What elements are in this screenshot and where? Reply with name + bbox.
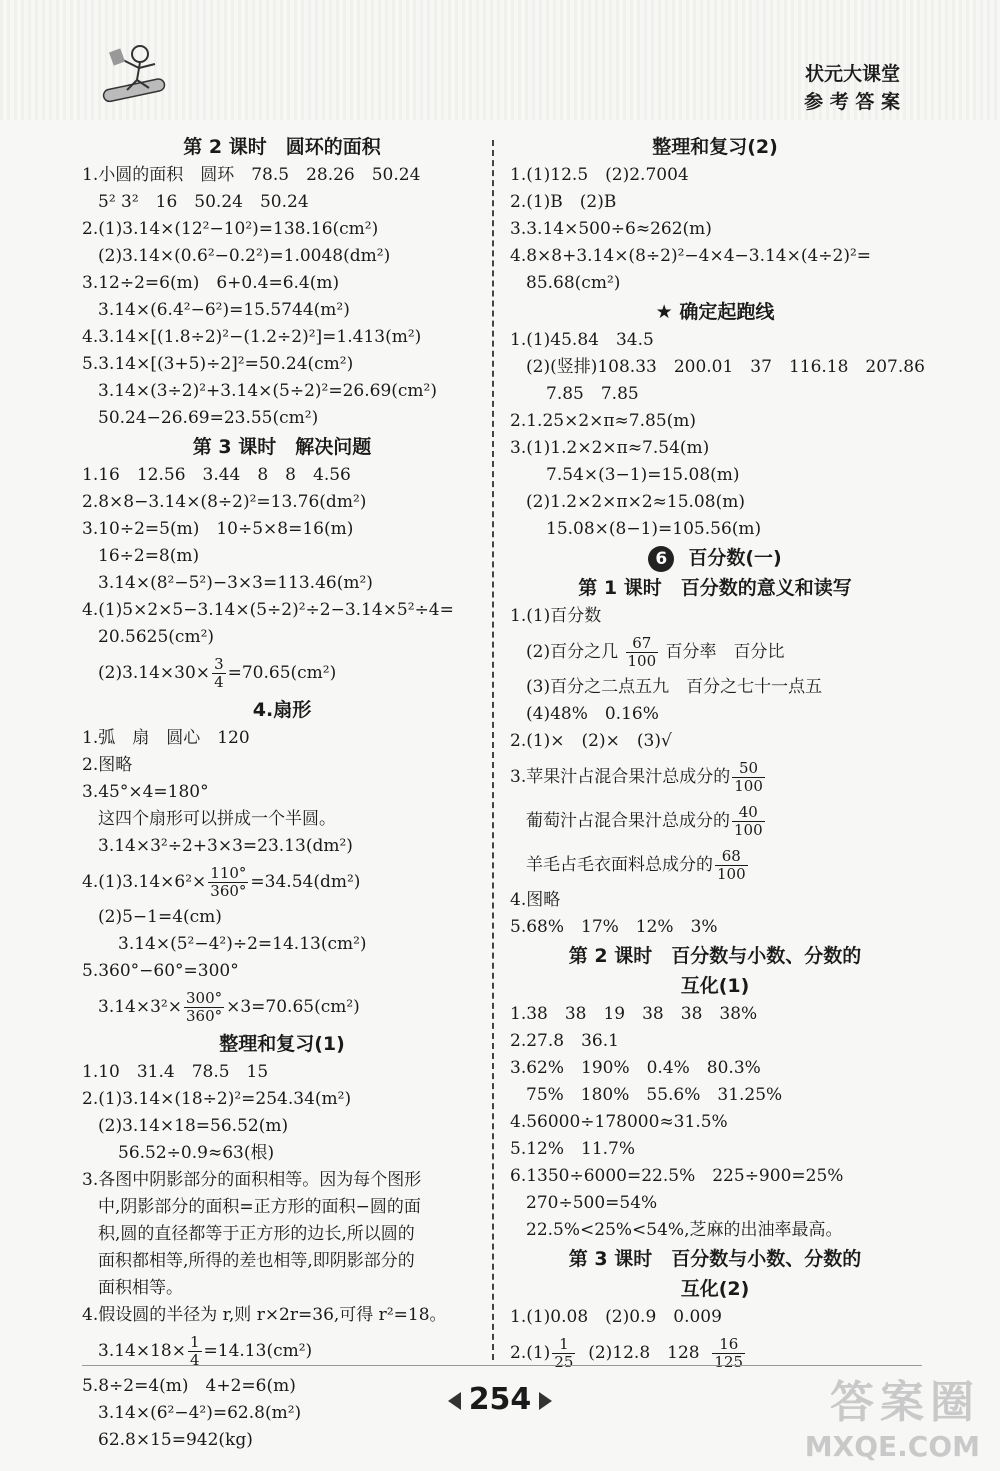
answer-line: 1.(1)0.08 (2)0.9 0.009 (510, 1307, 722, 1327)
answer-line: 3.14×3²÷2+3×3=23.13(dm²) (98, 836, 353, 856)
answer-line: 6.1350÷6000=22.5% 225÷900=25% (510, 1166, 844, 1186)
answer-line: 2.(1)× (2)× (3)√ (510, 731, 672, 751)
answer-line: 5.360°−60°=300° (82, 961, 239, 981)
next-arrow-icon (539, 1392, 552, 1410)
expr-text: (2)3.14×30× (98, 663, 211, 683)
answer-line: (2)(竖排)108.33 200.01 37 116.18 207.86 (526, 357, 925, 377)
answer-line: 1.10 31.4 78.5 15 (82, 1062, 269, 1082)
numerator: 16 (712, 1336, 745, 1354)
answer-line: (2)3.14×(0.6²−0.2²)=1.0048(dm²) (98, 246, 391, 266)
numerator: 300° (185, 989, 223, 1007)
expr-text: =34.54(dm²) (250, 872, 361, 892)
denominator: 100 (717, 865, 746, 883)
answer-line: (2)1.2×2×π×2≈15.08(m) (526, 492, 745, 512)
brand-title: 状元大课堂 (804, 63, 900, 85)
answer-line: 56.52÷0.9≈63(根) (118, 1143, 275, 1163)
answer-line: 3.62% 190% 0.4% 80.3% (510, 1058, 761, 1078)
fraction (212, 656, 226, 691)
answer-line: 2.27.8 36.1 (510, 1031, 619, 1051)
answer-line: 62.8×15=942(kg) (98, 1430, 253, 1450)
answer-line: 4.图略 (510, 890, 561, 910)
expr-text: (2)12.8 128 (588, 1343, 700, 1363)
numerator: 3 (214, 655, 224, 673)
denominator: 360° (185, 1007, 223, 1025)
answer-line: 1.(1)12.5 (2)2.7004 (510, 165, 689, 185)
answer-line-fraction (82, 651, 482, 695)
answer-line-fraction (510, 755, 920, 799)
answer-line: 50.24−26.69=23.55(cm²) (98, 408, 319, 428)
answer-line: 这四个扇形可以拼成一个半圆。 (98, 809, 336, 829)
answer-line: 积,圆的直径都等于正方形的边长,所以圆的 (98, 1224, 415, 1244)
answer-line: 7.54×(3−1)=15.08(m) (546, 465, 740, 485)
answer-line: 1.(1)百分数 (510, 606, 602, 626)
fraction (626, 635, 659, 670)
section-title-cont: 互化(2) (680, 1278, 750, 1300)
section-title: 第 2 课时 圆环的面积 (183, 136, 381, 158)
unit-title (510, 543, 920, 573)
brand-subtitle: 参 考 答 案 (804, 91, 900, 113)
answer-line: 4.假设圆的半径为 r,则 r×2r=36,可得 r²=18。 (82, 1305, 447, 1325)
answer-line: 4.56000÷178000≈31.5% (510, 1112, 728, 1132)
page-number-text: 254 (468, 1382, 532, 1417)
answer-line: 1.小圆的面积 圆环 78.5 28.26 50.24 (82, 165, 421, 185)
section-title: 4.扇形 (252, 699, 312, 721)
section-title: 第 1 课时 百分数的意义和读写 (578, 577, 852, 599)
answer-line: 3.14×(6.4²−6²)=15.5744(m²) (98, 300, 350, 320)
answer-line: 4.3.14×[(1.8÷2)²−(1.2÷2)²]=1.413(m²) (82, 327, 422, 347)
answer-line: 3.45°×4=180° (82, 782, 209, 802)
answer-line: 1.(1)45.84 34.5 (510, 330, 654, 350)
answer-line: 2.8×8−3.14×(8÷2)²=13.76(dm²) (82, 492, 367, 512)
footer-rule (82, 1365, 922, 1366)
unit-title-text: 百分数(一) (688, 547, 782, 569)
section-title-text: 确定起跑线 (679, 301, 775, 323)
expr-text: (2)百分之几 (526, 642, 619, 662)
answer-line: (4)48% 0.16% (526, 704, 659, 724)
watermark-logo: 答案圈 (830, 1377, 980, 1428)
answer-line: 4.8×8+3.14×(8÷2)²−4×4−3.14×(4÷2)²= (510, 246, 872, 266)
unit-number-badge: 6 (648, 546, 674, 572)
fraction (188, 1334, 202, 1369)
answer-line: 面积相等。 (98, 1278, 183, 1298)
answer-line: 2.(1)B (2)B (510, 192, 617, 212)
answer-line: 中,阴影部分的面积=正方形的面积−圆的面 (98, 1197, 421, 1217)
expr-text: 3.14×3²× (98, 997, 182, 1017)
answer-line: 22.5%<25%<54%,芝麻的出油率最高。 (526, 1220, 843, 1240)
section-title: 第 3 课时 百分数与小数、分数的 (568, 1248, 862, 1270)
section-title (510, 297, 920, 327)
answer-line-fraction (510, 843, 920, 887)
numerator: 1 (189, 1333, 200, 1351)
answer-line: 3.各图中阴影部分的面积相等。因为每个图形 (82, 1170, 422, 1190)
numerator: 68 (715, 848, 748, 866)
section-title: 第 3 课时 解决问题 (192, 436, 372, 458)
answer-line: 2.(1)3.14×(18÷2)²=254.34(m²) (82, 1089, 352, 1109)
answer-line: 75% 180% 55.6% 31.25% (526, 1085, 783, 1105)
answer-line: 20.5625(cm²) (98, 627, 215, 647)
fraction (732, 760, 765, 795)
section-title: 第 2 课时 百分数与小数、分数的 (568, 945, 862, 967)
answer-line: (3)百分之二点五九 百分之七十一点五 (526, 677, 823, 697)
numerator: 110° (210, 864, 247, 882)
column-divider (492, 140, 494, 1360)
expr-text: 3.苹果汁占混合果汁总成分的 (510, 767, 731, 787)
left-column (82, 132, 482, 1454)
answer-line: 5.12% 11.7% (510, 1139, 636, 1159)
mascot-illustration (95, 38, 185, 108)
denominator: 100 (734, 821, 763, 839)
answer-line: (2)5−1=4(cm) (98, 907, 222, 927)
answer-line: 5.3.14×[(3+5)÷2]²=50.24(cm²) (82, 354, 354, 374)
star-icon: ★ (655, 301, 680, 323)
section-title: 整理和复习(2) (652, 136, 778, 158)
denominator: 100 (734, 777, 763, 795)
prev-arrow-icon (448, 1392, 461, 1410)
answer-line: 2.(1)3.14×(12²−10²)=138.16(cm²) (82, 219, 379, 239)
expr-text: 4.(1)3.14×6²× (82, 872, 207, 892)
numerator: 1 (552, 1336, 575, 1354)
denominator: 25 (554, 1353, 574, 1371)
answer-line: 3.10÷2=5(m) 10÷5×8=16(m) (82, 519, 354, 539)
answer-line: 15.08×(8−1)=105.56(m) (546, 519, 762, 539)
numerator: 50 (732, 760, 765, 778)
answer-line: (2)3.14×18=56.52(m) (98, 1116, 289, 1136)
answer-line: 3.14×(8²−5²)−3×3=113.46(m²) (98, 573, 373, 593)
section-title: 整理和复习(1) (219, 1033, 345, 1055)
answer-line-fraction (82, 985, 482, 1029)
denominator: 125 (714, 1353, 744, 1371)
answer-line: 5.68% 17% 12% 3% (510, 917, 718, 937)
expr-text: =70.65(cm²) (227, 663, 337, 683)
denominator: 100 (627, 652, 657, 670)
answer-line: 4.(1)5×2×5−3.14×(5÷2)²÷2−3.14×5²÷4= (82, 600, 454, 620)
answer-line: 3.12÷2=6(m) 6+0.4=6.4(m) (82, 273, 340, 293)
answer-line-fraction (510, 799, 920, 843)
answer-line: 2.1.25×2×π≈7.85(m) (510, 411, 697, 431)
answer-line: 16÷2=8(m) (98, 546, 200, 566)
answer-line: 5² 3² 16 50.24 50.24 (98, 192, 309, 212)
expr-text: 3.14×18× (98, 1341, 186, 1361)
watermark-url: MXQE.COM (804, 1430, 980, 1463)
answer-line: 1.弧 扇 圆心 120 (82, 728, 250, 748)
right-column (510, 132, 925, 1375)
answer-line-fraction (82, 1329, 482, 1373)
denominator: 4 (214, 673, 224, 691)
expr-text: 百分率 百分比 (665, 642, 785, 662)
answer-line: 1.38 38 19 38 38 38% (510, 1004, 758, 1024)
fraction (715, 848, 748, 883)
numerator: 67 (626, 635, 659, 653)
answer-line: 1.16 12.56 3.44 8 8 4.56 (82, 465, 351, 485)
fraction (208, 865, 248, 900)
answer-line-fraction (82, 860, 482, 904)
watermark (805, 1366, 980, 1463)
answer-line: 面积都相等,所得的差也相等,即阴影部分的 (98, 1251, 415, 1271)
section-title-cont: 互化(1) (680, 975, 750, 997)
expr-text: 羊毛占毛衣面料总成分的 (526, 855, 713, 875)
answer-line: 3.14×(6²−4²)=62.8(m²) (98, 1403, 302, 1423)
brand-block (804, 60, 900, 116)
answer-line: 85.68(cm²) (526, 273, 621, 293)
answer-line: 270÷500=54% (526, 1193, 658, 1213)
denominator: 360° (210, 882, 247, 900)
fraction (184, 990, 224, 1025)
answer-line: 3.3.14×500÷6≈262(m) (510, 219, 712, 239)
expr-text: 葡萄汁占混合果汁总成分的 (526, 811, 730, 831)
denominator: 4 (189, 1351, 200, 1369)
answer-line: 2.图略 (82, 755, 133, 775)
answer-line: 7.85 7.85 (546, 384, 639, 404)
answer-line: 3.(1)1.2×2×π≈7.54(m) (510, 438, 710, 458)
answer-line-fraction (510, 630, 920, 674)
expr-text: =14.13(cm²) (203, 1341, 313, 1361)
answer-line: 3.14×(5²−4²)÷2=14.13(cm²) (118, 934, 367, 954)
answer-line: 5.8÷2=4(m) 4+2=6(m) (82, 1376, 296, 1396)
numerator: 40 (732, 804, 765, 822)
expr-text: ×3=70.65(cm²) (226, 997, 360, 1017)
fraction (732, 804, 765, 839)
expr-text: 2.(1) (510, 1343, 551, 1363)
answer-line: 3.14×(3÷2)²+3.14×(5÷2)²=26.69(cm²) (98, 381, 437, 401)
